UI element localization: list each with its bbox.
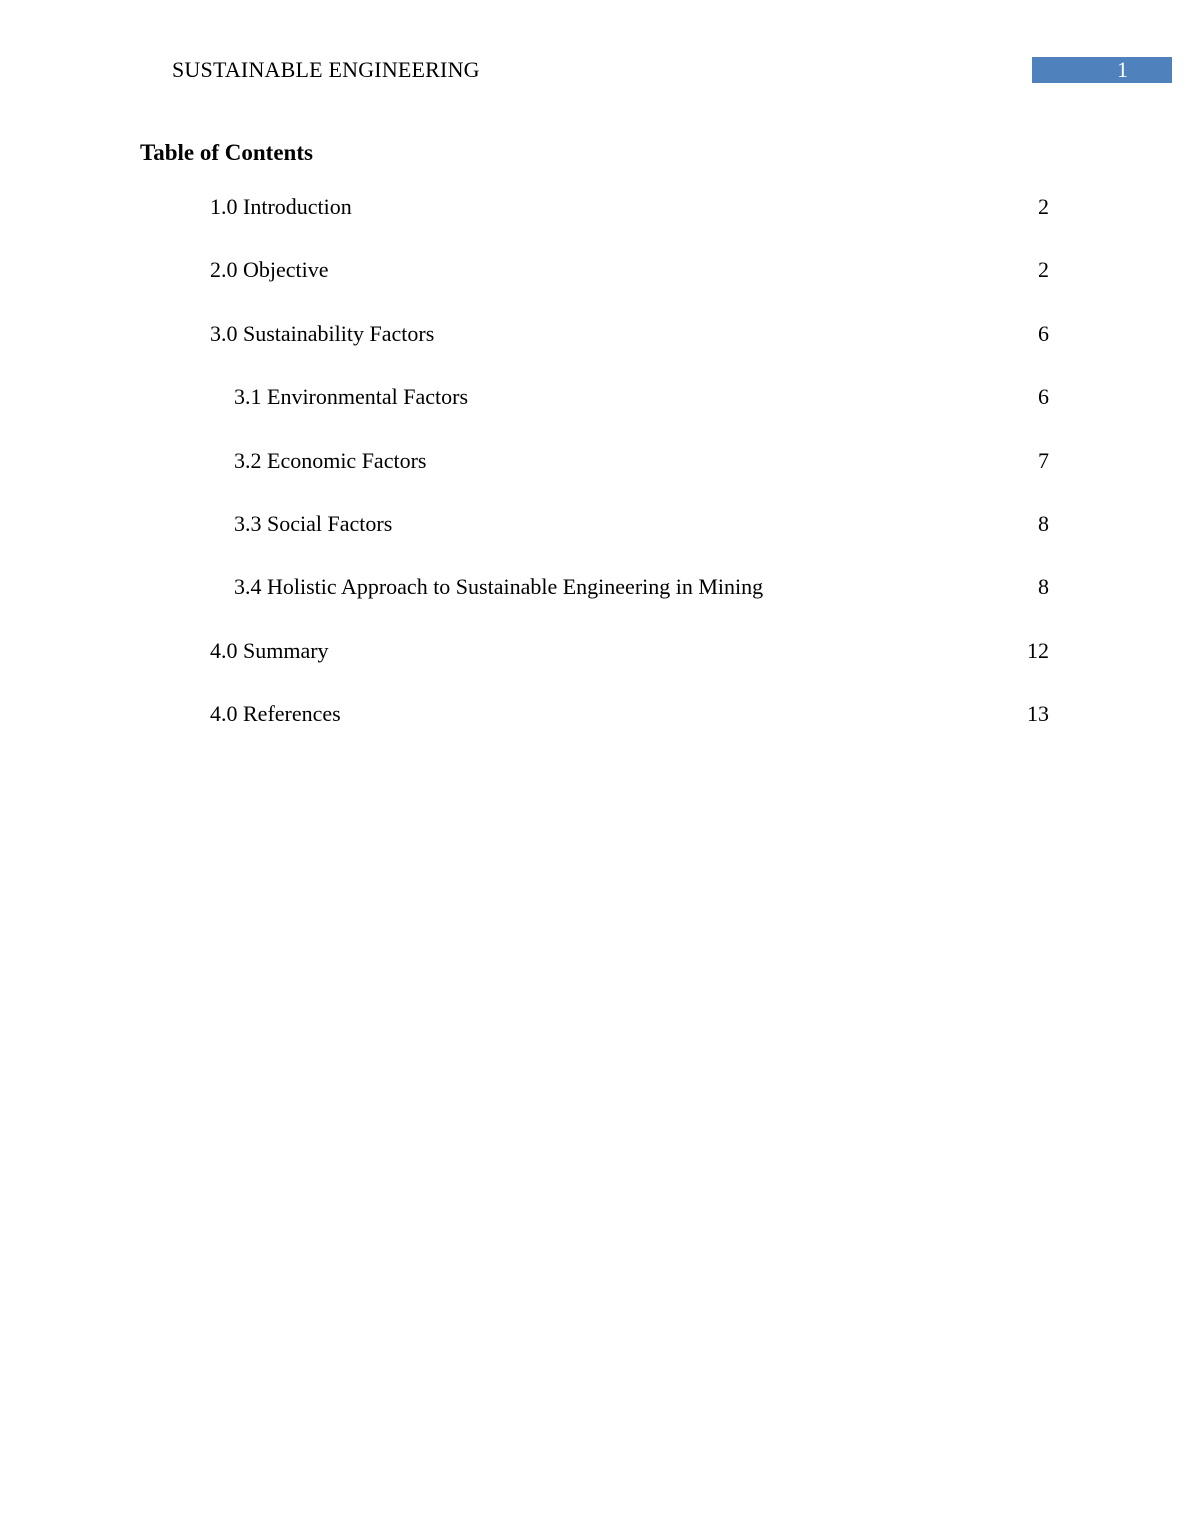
toc-entry-page: 7 <box>1038 447 1049 473</box>
toc-entry-page: 2 <box>1038 257 1049 283</box>
toc-entry-social-factors[interactable] <box>0 509 1190 572</box>
toc-heading: Table of Contents <box>140 140 313 165</box>
toc-entry-economic-factors[interactable] <box>0 446 1190 509</box>
toc-entry-label: 3.3 Social Factors <box>234 510 393 536</box>
toc-entry-page: 8 <box>1038 574 1049 600</box>
toc-entry-page: 12 <box>1027 637 1049 663</box>
toc-entry-label: 1.0 Introduction <box>210 194 352 219</box>
toc-entry-label: 4.0 References <box>210 701 341 727</box>
running-head: SUSTAINABLE ENGINEERING <box>172 57 480 82</box>
toc-entry-label: 3.1 Environmental Factors <box>234 384 469 410</box>
toc-entry-label: 2.0 Objective <box>210 257 329 283</box>
toc-entry-objective[interactable] <box>0 255 1190 318</box>
toc-entry-introduction[interactable] <box>0 192 1190 255</box>
toc-entry-summary[interactable] <box>0 636 1190 699</box>
toc-entry-page: 13 <box>1027 701 1049 727</box>
toc-entry-page: 6 <box>1038 320 1049 346</box>
toc-entry-environmental-factors[interactable] <box>0 382 1190 445</box>
toc-entry-label: 3.0 Sustainability Factors <box>210 320 435 346</box>
toc-entry-holistic-approach[interactable] <box>0 572 1190 635</box>
page-number-box <box>1032 57 1172 83</box>
toc-entry-label: 3.4 Holistic Approach to Sustainable Engineering in Mining <box>234 574 764 600</box>
toc-entry-page: 6 <box>1038 384 1049 410</box>
toc-entry-label: 4.0 Summary <box>210 637 329 663</box>
toc-entry-references[interactable] <box>0 699 1190 762</box>
toc-entry-page: 2 <box>1038 194 1049 219</box>
toc-entry-page: 8 <box>1038 510 1049 536</box>
page-number: 1 <box>1117 57 1128 82</box>
table-of-contents <box>0 192 1190 763</box>
toc-entry-sustainability-factors[interactable] <box>0 319 1190 382</box>
toc-entry-label: 3.2 Economic Factors <box>234 447 427 473</box>
